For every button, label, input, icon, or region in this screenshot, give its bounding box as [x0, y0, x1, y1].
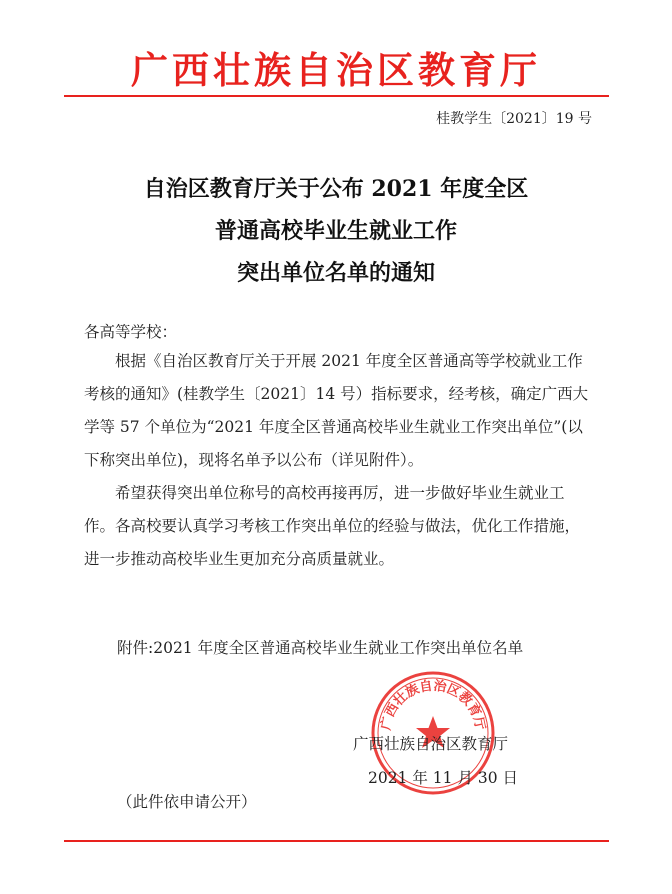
document-title — [0, 168, 672, 294]
document-number: 桂教学生〔2021〕19 号 — [436, 111, 592, 127]
attachment-note: 附件:2021 年度全区普通高校毕业生就业工作突出单位名单 — [117, 639, 524, 657]
title-line-1: 自治区教育厅关于公布 2021 年度全区 — [143, 176, 529, 202]
header-red-rule — [64, 95, 609, 97]
body-content — [84, 345, 592, 576]
signature-date: 2021 年 11 月 30 日 — [368, 769, 519, 787]
signature-organization: 广西壮族自治区教育厅 — [353, 735, 509, 753]
disclosure-note: （此件依申请公开） — [117, 793, 257, 811]
issuer-header: 广西壮族自治区教育厅 — [131, 48, 541, 92]
paragraph-1: 根据《自治区教育厅关于开展 2021 年度全区普通高等学校就业工作考核的通知》(桂教学生〔2021〕14 号）指标要求，经考核，确定广西大学等 57 个单位为“2021 年度全区普通高校毕业生就业工作突出单位”(以下称突出单位)，现将名单予以公布（详见附件）。 — [84, 352, 589, 469]
seal-text: 广西壮族自治区教育厅 — [378, 678, 488, 732]
footer-red-rule — [64, 840, 609, 842]
salutation: 各高等学校： — [84, 323, 178, 341]
title-line-2: 普通高校毕业生就业工作 — [214, 218, 457, 244]
title-line-3: 突出单位名单的通知 — [236, 260, 435, 286]
paragraph-2: 希望获得突出单位称号的高校再接再厉，进一步做好毕业生就业工作。各高校要认真学习考核工作突出单位的经验与做法，优化工作措施，进一步推动高校毕业生更加充分高质量就业。 — [84, 484, 581, 568]
